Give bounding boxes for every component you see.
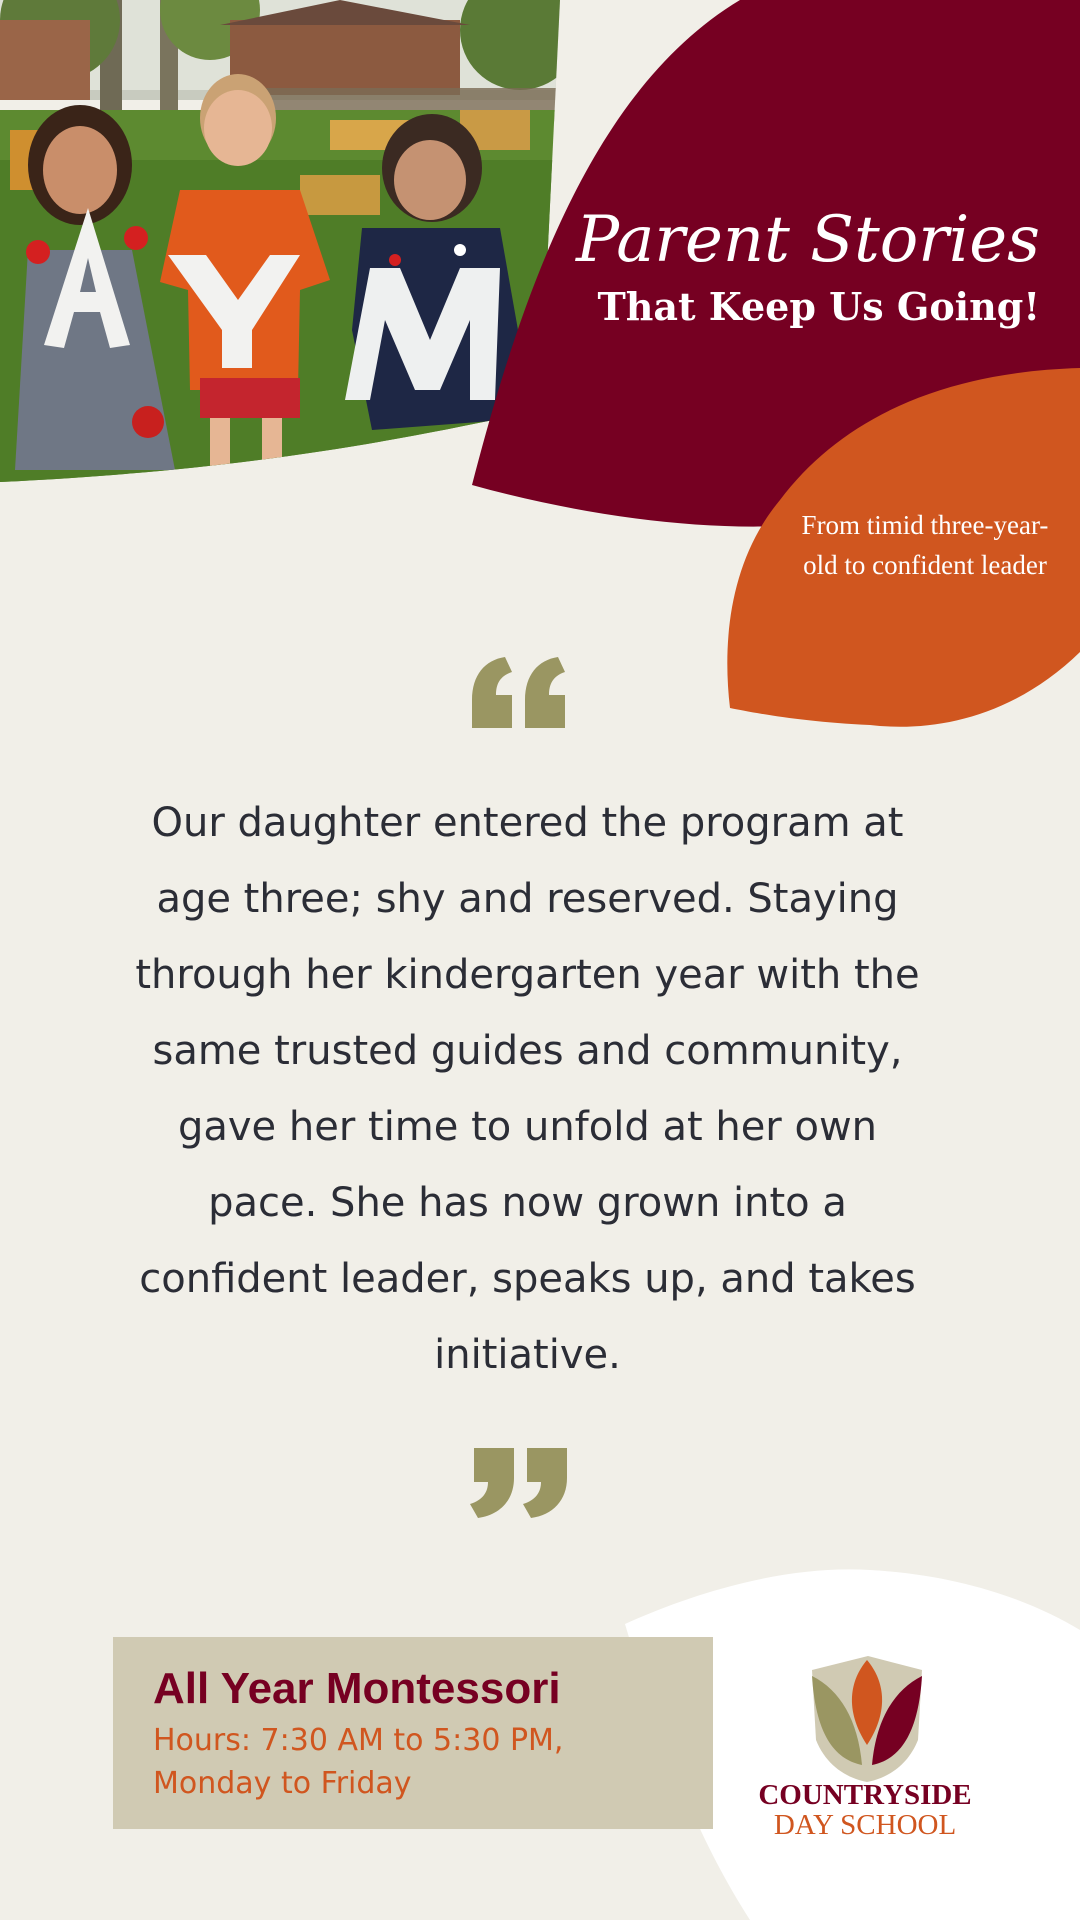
testimonial-quote: Our daughter entered the program at age three; shy and reserved. Staying through her kindergarten year with the same trusted guides and community, gave her time to unfold at her own pace. She has now grown into a confident leader, speaks up, and takes initiative.	[135, 800, 920, 1378]
program-hours-line1: Hours: 7:30 AM to 5:30 PM,	[153, 1723, 564, 1758]
title-block	[520, 200, 1040, 330]
open-quote-icon	[472, 657, 565, 728]
school-logo-text	[740, 1780, 990, 1840]
page-subtitle: That Keep Us Going!	[597, 284, 1040, 329]
logo-line1: COUNTRYSIDE	[758, 1779, 972, 1811]
program-title: All Year Montessori	[153, 1664, 561, 1713]
logo-line2: DAY SCHOOL	[773, 1809, 957, 1841]
close-quote-icon	[470, 1448, 567, 1518]
program-hours-line2: Monday to Friday	[153, 1766, 412, 1801]
page-title: Parent Stories	[576, 203, 1040, 277]
program-info-box	[113, 1637, 713, 1829]
tagline: From timid three-year-old to confident leader	[801, 510, 1049, 580]
